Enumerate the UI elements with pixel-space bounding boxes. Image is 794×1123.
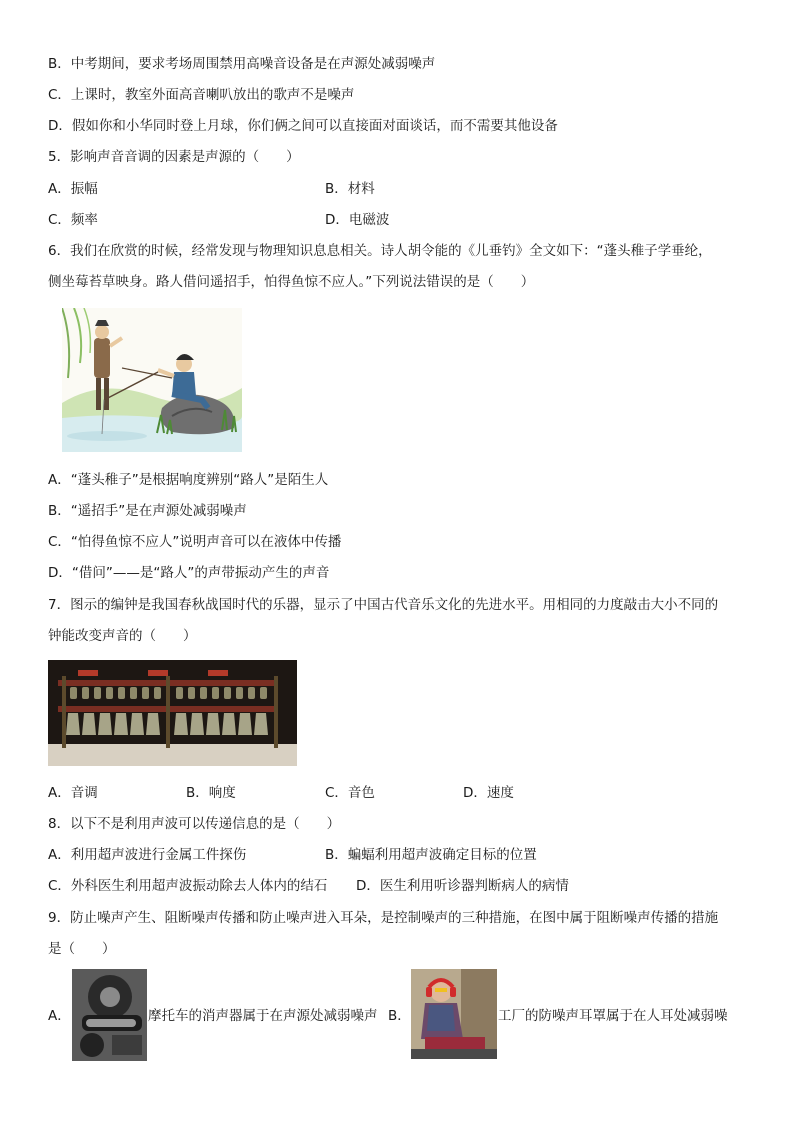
q7-option-c: C．音色	[325, 785, 375, 801]
q9-option-b-text: 工厂的防噪声耳罩属于在人耳处减弱噪	[498, 1008, 728, 1024]
q6-stem-line2: 侧坐莓苔草映身。路人借问遥招手，怕得鱼惊不应人。”下列说法错误的是（ ）	[48, 274, 535, 290]
q9-stem-line1: 9．防止噪声产生、阻断噪声传播和防止噪声进入耳朵，是控制噪声的三种措施，在图中属于阻断噪声传播的措施	[48, 910, 719, 926]
q7-option-a: A．音调	[48, 785, 98, 801]
q6-option-a: A．“蓬头稚子”是根据响度辨别“路人”是陌生人	[48, 472, 329, 488]
q6-option-b: B．“遥招手”是在声源处减弱噪声	[48, 503, 247, 519]
q9-stem-line2: 是（ ）	[48, 941, 116, 957]
q7-stem-line2: 钟能改变声音的（ ）	[48, 628, 197, 644]
q8-stem: 8．以下不是利用声波可以传递信息的是（ ）	[48, 816, 341, 832]
q4-option-d: D．假如你和小华同时登上月球，你们俩之间可以直接面对面谈话，而不需要其他设备	[48, 118, 558, 134]
bianzhong-bells-photo	[48, 660, 297, 766]
q5-option-b: B．材料	[325, 181, 375, 197]
q8-option-d: D．医生利用听诊器判断病人的病情	[356, 878, 569, 894]
q8-option-a: A．利用超声波进行金属工件探伤	[48, 847, 247, 863]
q5-option-d: D．电磁波	[325, 212, 390, 228]
q5-option-a: A．振幅	[48, 181, 98, 197]
q7-stem-line1: 7．图示的编钟是我国春秋战国时代的乐器，显示了中国古代音乐文化的先进水平。用相同的力度敲击大小不同的	[48, 597, 719, 613]
q9-option-b-label: B．	[388, 1008, 411, 1024]
q9-option-a-label: A．	[48, 1008, 71, 1024]
motorcycle-muffler-photo	[72, 969, 147, 1061]
q5-option-c: C．频率	[48, 212, 98, 228]
q8-option-c: C．外科医生利用超声波振动除去人体内的结石	[48, 878, 328, 894]
fishing-boy-illustration	[62, 308, 242, 452]
q6-option-c: C．“怕得鱼惊不应人”说明声音可以在液体中传播	[48, 534, 342, 550]
q8-option-b: B．蝙蝠利用超声波确定目标的位置	[325, 847, 537, 863]
q6-option-d: D．“借问”——是“路人”的声带振动产生的声音	[48, 565, 330, 581]
worker-earmuffs-photo	[411, 969, 497, 1059]
q5-stem: 5．影响声音音调的因素是声源的（ ）	[48, 149, 300, 165]
q4-option-c: C．上课时，教室外面高音喇叭放出的歌声不是噪声	[48, 87, 355, 103]
q6-stem-line1: 6．我们在欣赏的时候，经常发现与物理知识息息相关。诗人胡令能的《儿垂钓》全文如下：“蓬头稚子学垂纶，	[48, 243, 712, 259]
q7-option-d: D．速度	[463, 785, 514, 801]
q7-option-b: B．响度	[186, 785, 236, 801]
q4-option-b: B．中考期间，要求考场周围禁用高噪音设备是在声源处减弱噪声	[48, 56, 436, 72]
q9-option-a-text: 摩托车的消声器属于在声源处减弱噪声	[148, 1008, 378, 1024]
